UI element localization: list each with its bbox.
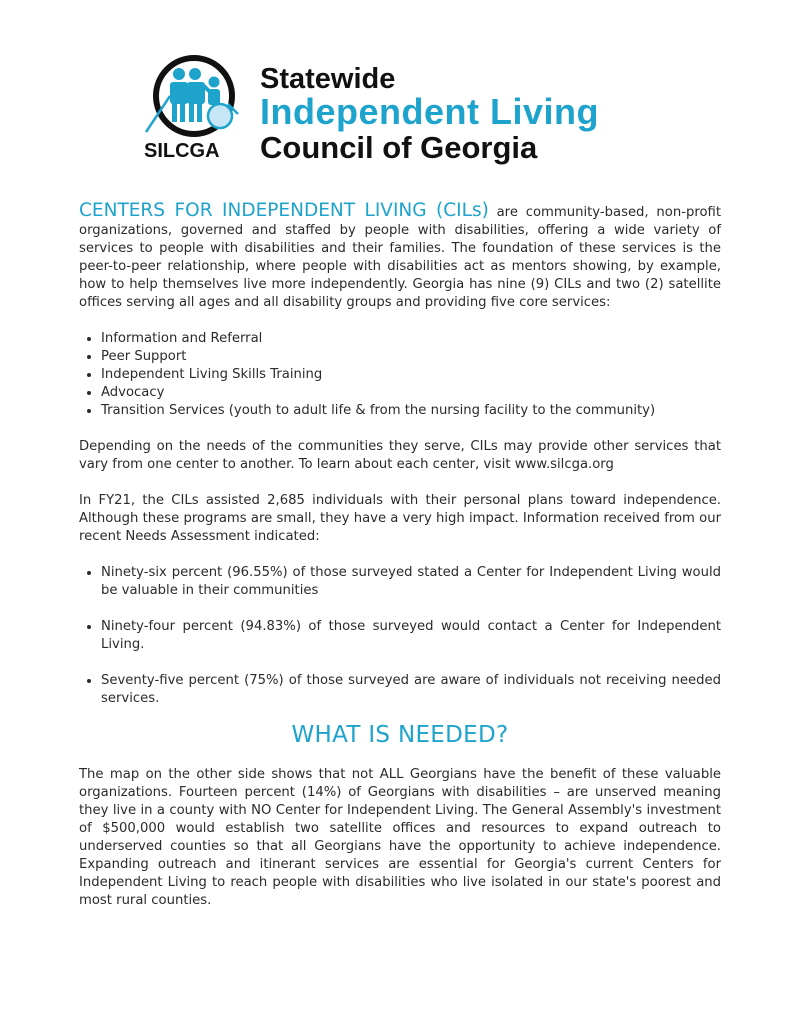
intro-paragraph (79, 202, 721, 312)
logo-line-statewide: Statewide (260, 63, 396, 95)
document-body (79, 202, 721, 910)
section-heading-what-is-needed: WHAT IS NEEDED? (291, 722, 509, 748)
list-item: • Ninety-four percent (94.83%) of those surveyed would contact a Center for Independent Living. (101, 618, 721, 654)
list-item: • Independent Living Skills Training (101, 366, 721, 384)
impact-paragraph: In FY21, the CILs assisted 2,685 individuals with their personal plans toward independence. Although these programs are small, they have a very high impact. Information received from our recent Needs Assessment indicated: (79, 493, 721, 544)
intro-title: CENTERS FOR INDEPENDENT LIVING (CILs) (79, 200, 489, 221)
core-services-list (79, 330, 721, 420)
intro-body: are community-based, non-profit organizations, governed and staffed by people with disabilities, offering a wide variety of services to people with disabilities and their families. The foundation of these services is the peer-to-peer relationship, where people with disabilities act as mentors showing, by example, how to help themselves live more independently. Georgia has nine (9) CILs and two (2) satellite offices serving all ages and all disability groups and providing five core services: (79, 205, 721, 310)
list-item: • Seventy-five percent (75%) of those surveyed are aware of individuals not receiving needed services. (101, 672, 721, 708)
survey-stats-list (79, 564, 721, 708)
silcga-logo (142, 52, 662, 167)
logo-abbreviation: SILCGA (144, 140, 220, 162)
list-item: • Advocacy (101, 384, 721, 402)
logo-line-council: Council of Georgia (260, 130, 538, 165)
list-item: • Peer Support (101, 348, 721, 366)
list-item: • Transition Services (youth to adult life & from the nursing facility to the community) (101, 402, 721, 420)
list-item: • Ninety-six percent (96.55%) of those surveyed stated a Center for Independent Living would be valuable in their communities (101, 564, 721, 600)
logo-wordmark (260, 64, 599, 166)
needed-paragraph: The map on the other side shows that not ALL Georgians have the benefit of these valuable organizations. Fourteen percent (14%) of Georgians with disabilities – are unserved meaning they live in a county with NO Center for Independent Living. The General Assembly's investment of $500,000 would establish two satellite offices and resources to expand outreach to underserved counties so that all Georgians have the opportunity to achieve independence. Expanding outreach and itinerant services are essential for Georgia's current Centers for Independent Living to reach people with disabilities who live isolated in our state's poorest and most rural counties. (79, 767, 721, 908)
logo-line-independent-living: Independent Living (260, 91, 599, 132)
list-item: • Information and Referral (101, 330, 721, 348)
other-services-paragraph: Depending on the needs of the communities they serve, CILs may provide other services that vary from one center to another. To learn about each center, visit www.silcga.org (79, 439, 721, 472)
